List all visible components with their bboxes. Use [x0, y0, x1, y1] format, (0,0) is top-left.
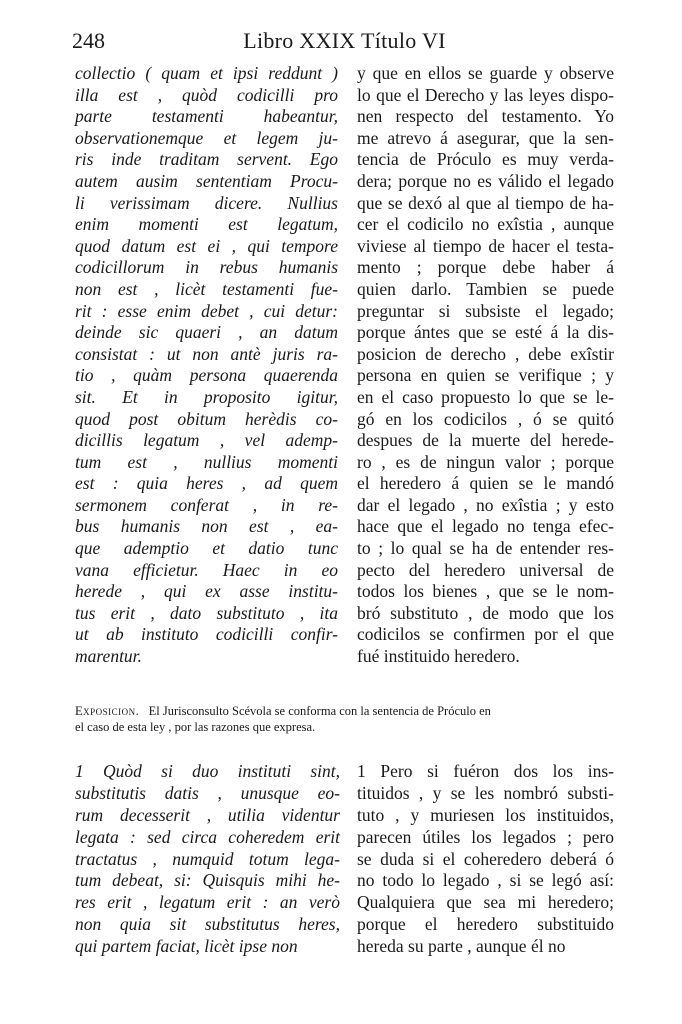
latin-column-1	[75, 63, 338, 668]
text-line: tus erit , dato substituto , ita	[75, 602, 338, 623]
text-line: sermonem conferat , in re-	[75, 494, 338, 515]
text-line: despues de la muerte del herede-	[357, 430, 614, 451]
text-line: posicion de derecho , debe exîstir	[357, 343, 614, 364]
text-line: enim momenti est legatum,	[75, 214, 338, 235]
text-line: pecto del heredero universal de	[357, 559, 614, 580]
text-line: tum est , nullius momenti	[75, 451, 338, 472]
text-line: parte testamenti habeantur,	[75, 106, 338, 127]
text-line: dicillis legatum , vel ademp-	[75, 430, 338, 451]
text-line: autem ausim sententiam Procu-	[75, 170, 338, 191]
text-line: no todo lo legado , si se legó así:	[357, 870, 614, 891]
text-line: tractatus , numquid totum lega-	[75, 848, 340, 869]
text-line: codicilos se confirmen por el que	[357, 624, 614, 645]
latin-column-2	[75, 761, 340, 958]
text-line: hace que el legado no tenga efec-	[357, 516, 614, 537]
text-line: li verissimam dicere. Nullius	[75, 192, 338, 213]
text-line: codicillorum in rebus humanis	[75, 257, 338, 278]
text-line: gó en los codicilos , ó se quitó	[357, 408, 614, 429]
text-line: tum debeat, si: Quisquis mihi he-	[75, 870, 340, 891]
text-line: illa est , quòd codicilli pro	[75, 84, 338, 105]
text-line: observationemque et legem ju-	[75, 127, 338, 148]
text-line: se duda si el coheredero deberá ó	[357, 848, 614, 869]
text-line: tuto , y muriesen los instituidos,	[357, 804, 614, 825]
text-line: y que en ellos se guarde y observe	[357, 63, 614, 83]
text-line: lo que el Derecho y las leyes dispo-	[357, 84, 614, 105]
text-line: to ; lo qual se ha de entender res-	[357, 538, 614, 559]
text-line: non est , licèt testamenti fue-	[75, 278, 338, 299]
note-line	[75, 703, 615, 719]
text-line: rit : esse enim debet , cui detur:	[75, 300, 338, 321]
text-line: res erit , legatum erit : an verò	[75, 892, 340, 913]
text-line: non quia sit substitutus heres,	[75, 914, 340, 935]
text-line: porque el heredero substituido	[357, 914, 614, 935]
text-line: consistat : ut non antè juris ra-	[75, 343, 338, 364]
text-line: cer el codicilo no exîstia , aunque	[357, 214, 614, 235]
text-line: qui partem faciat, licèt ipse non	[75, 936, 298, 957]
exposition-note	[75, 703, 615, 735]
text-line: tio , quàm persona quaerenda	[75, 365, 338, 386]
text-line: sit. Et in proposito igitur,	[75, 386, 338, 407]
text-line: ris inde traditam servent. Ego	[75, 149, 338, 170]
note-text: El Jurisconsulto Scévola se conforma con la sentencia de Próculo en	[148, 704, 491, 718]
text-line: quien darlo. Tambien se puede	[357, 278, 614, 299]
text-line: viviese al tiempo de hacer el testa-	[357, 235, 614, 256]
text-line: substitutis datis , unusque eo-	[75, 782, 340, 803]
text-line: el heredero á quien se le mandó	[357, 473, 614, 494]
page-number: 248	[72, 28, 105, 53]
text-line: persona en quien se verifique ; y	[357, 365, 614, 386]
text-line: dera; porque no es válido el legado	[357, 170, 614, 191]
text-line: vana efficietur. Haec in eo	[75, 559, 338, 580]
text-line: 1 Pero si fuéron dos los ins-	[357, 761, 614, 781]
note-label: Exposicion.	[75, 704, 140, 718]
text-line: porque ántes que se esté á la dis-	[357, 322, 614, 343]
text-line: marentur.	[75, 646, 142, 667]
text-line: mento ; porque debe haber á	[357, 257, 614, 278]
text-line: collectio ( quam et ipsi reddunt )	[75, 63, 338, 83]
text-line: ut ab instituto codicilli confir-	[75, 624, 338, 645]
spanish-column-2	[357, 761, 614, 958]
text-line: tituidos , y se les nombró substi-	[357, 782, 614, 803]
text-line: que se dexó al que al tiempo de ha-	[357, 192, 614, 213]
text-line: fué instituido heredero.	[357, 646, 520, 667]
text-line: tencia de Próculo es muy verda-	[357, 149, 614, 170]
text-line: quod datum est ei , qui tempore	[75, 235, 338, 256]
page-header	[72, 28, 617, 60]
text-line: ro , es de ningun valor ; porque	[357, 451, 614, 472]
text-line: nen respecto del testamento. Yo	[357, 106, 614, 127]
text-line: hereda su parte , aunque él no	[357, 936, 566, 957]
text-line: Qualquiera que sea mi heredero;	[357, 892, 614, 913]
note-line: el caso de esta ley , por las razones que expresa.	[75, 720, 316, 734]
text-line: bró substituto , de modo que los	[357, 602, 614, 623]
text-line: est : quia heres , ad quem	[75, 473, 338, 494]
spanish-column-1	[357, 63, 614, 668]
text-line: bus humanis non est , ea-	[75, 516, 338, 537]
text-line: todos los bienes , que se le nom-	[357, 581, 614, 602]
text-line: legata : sed circa coheredem erit	[75, 826, 340, 847]
text-line: parecen útiles los legados ; pero	[357, 826, 614, 847]
text-line: que ademptio et datio tunc	[75, 538, 338, 559]
text-line: dar el legado , no exîstia ; y esto	[357, 494, 614, 515]
text-line: rum decesserit , utilia videntur	[75, 804, 340, 825]
text-line: quod post obitum herèdis co-	[75, 408, 338, 429]
text-line: en el caso propuesto lo que se le-	[357, 386, 614, 407]
text-line: me atrevo á asegurar, que la sen-	[357, 127, 614, 148]
running-title: Libro XXIX Título VI	[243, 28, 446, 53]
text-line: preguntar si subsiste el legado;	[357, 300, 614, 321]
text-line: deinde sic quaeri , an datum	[75, 322, 338, 343]
text-line: 1 Quòd si duo instituti sint,	[75, 761, 340, 781]
text-line: herede , qui ex asse institu-	[75, 581, 338, 602]
